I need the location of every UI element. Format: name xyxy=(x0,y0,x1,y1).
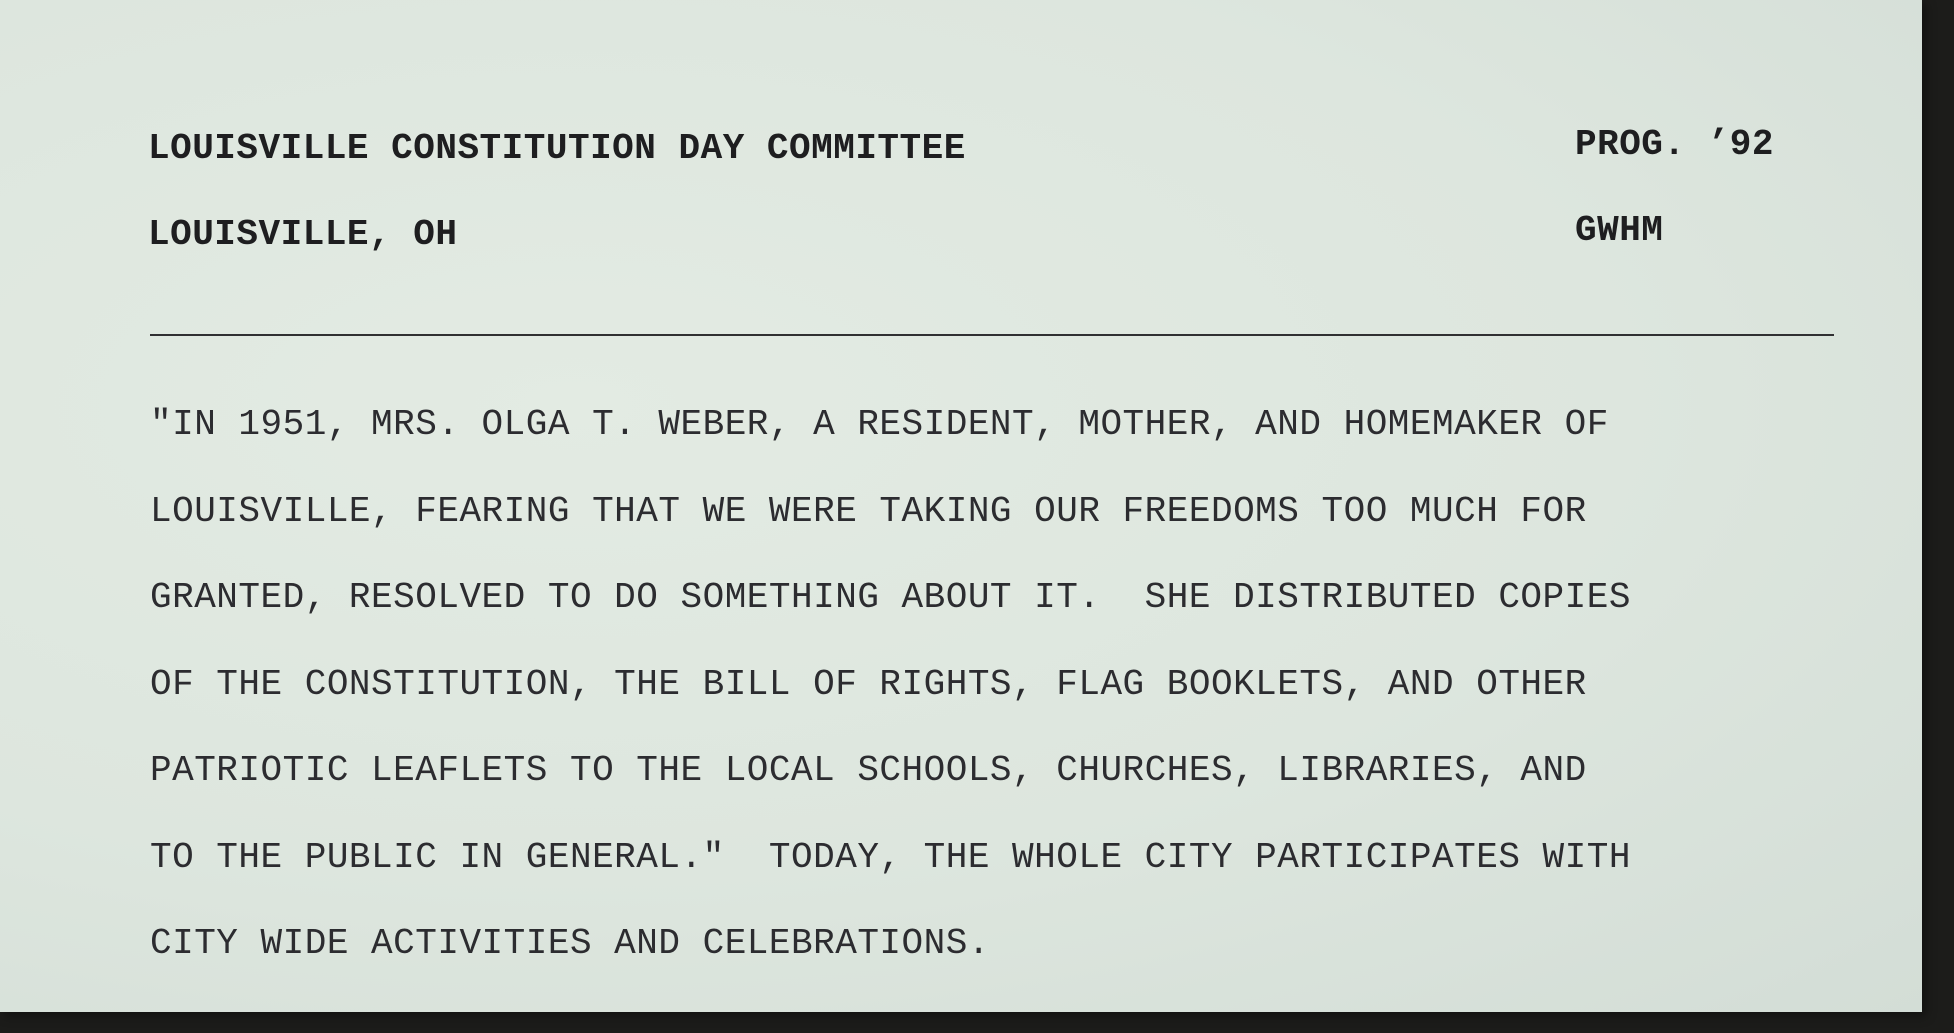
organization-name: LOUISVILLE CONSTITUTION DAY COMMITTEE xyxy=(148,128,966,169)
program-code: PROG. ’92 xyxy=(1575,124,1774,165)
text-line-4: OF THE CONSTITUTION, THE BILL OF RIGHTS, FLAG BOOKLETS, AND OTHER xyxy=(150,663,1587,705)
text-line-5: PATRIOTIC LEAFLETS TO THE LOCAL SCHOOLS, CHURCHES, LIBRARIES, AND xyxy=(150,750,1587,791)
text-line-3: GRANTED, RESOLVED TO DO SOMETHING ABOUT IT. SHE DISTRIBUTED COPIES xyxy=(150,577,1631,618)
description-text xyxy=(150,382,1850,988)
text-line-1: "IN 1951, MRS. OLGA T. WEBER, A RESIDENT, MOTHER, AND HOMEMAKER OF xyxy=(150,404,1609,445)
catalog-code: GWHM xyxy=(1575,210,1664,251)
text-line-2: LOUISVILLE, FEARING THAT WE WERE TAKING OUR FREEDOMS TOO MUCH FOR xyxy=(150,490,1587,532)
divider-line xyxy=(150,334,1834,336)
organization-location: LOUISVILLE, OH xyxy=(148,214,458,255)
text-line-6: TO THE PUBLIC IN GENERAL." TODAY, THE WHOLE CITY PARTICIPATES WITH xyxy=(150,836,1631,878)
text-line-7: CITY WIDE ACTIVITIES AND CELEBRATIONS. xyxy=(150,923,990,964)
